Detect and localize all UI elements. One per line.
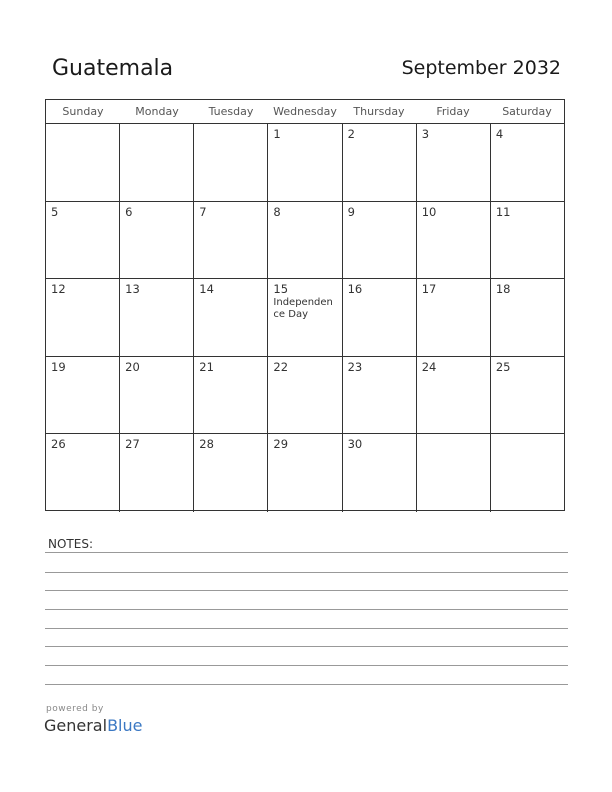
day-number: 29 <box>273 437 289 452</box>
day-number: 26 <box>51 437 66 452</box>
week-row-5 <box>46 434 564 512</box>
day-number: 18 <box>495 282 511 297</box>
day-cell <box>46 434 120 512</box>
day-number: 21 <box>199 359 214 374</box>
weekday-friday: Friday <box>436 105 470 118</box>
day-number: 2 <box>347 127 355 141</box>
day-cell <box>343 124 417 201</box>
day-number: 8 <box>273 204 281 219</box>
day-number: 30 <box>347 437 363 452</box>
day-cell <box>417 279 491 356</box>
day-number: 25 <box>495 359 511 374</box>
day-cell <box>417 202 491 279</box>
day-cell <box>194 434 268 512</box>
day-cell <box>343 434 417 512</box>
day-cell <box>120 357 194 434</box>
day-cell <box>46 202 120 279</box>
brand-part-general: General <box>44 716 108 735</box>
day-number: 19 <box>51 359 66 374</box>
day-cell <box>268 124 342 201</box>
day-number: 10 <box>421 204 437 219</box>
day-number: 11 <box>495 204 511 219</box>
note-line <box>45 646 568 647</box>
week-row-3 <box>46 279 564 357</box>
note-line <box>45 665 568 666</box>
note-line <box>45 572 568 573</box>
day-cell <box>268 279 342 356</box>
week-row-2 <box>46 202 564 280</box>
day-cell <box>491 202 564 279</box>
day-cell <box>268 357 342 434</box>
day-number: 14 <box>199 282 214 297</box>
day-cell <box>417 357 491 434</box>
day-number: 27 <box>125 437 140 452</box>
calendar-grid <box>45 99 565 511</box>
weekday-monday: Monday <box>135 105 179 118</box>
generalblue-logo[interactable] <box>44 716 142 735</box>
powered-by-text: powered by <box>46 704 104 714</box>
day-number: 5 <box>51 204 59 219</box>
month-title: September 2032 <box>401 57 561 79</box>
day-cell <box>417 124 491 201</box>
day-number: 20 <box>125 359 140 374</box>
weekday-header-row <box>46 100 564 124</box>
day-number: 24 <box>421 359 437 374</box>
day-cell <box>194 279 268 356</box>
day-cell <box>343 279 417 356</box>
day-cell <box>46 279 120 356</box>
day-cell <box>120 124 194 201</box>
day-cell <box>343 202 417 279</box>
week-row-4 <box>46 357 564 435</box>
day-number: 1 <box>273 127 281 141</box>
day-number: 7 <box>199 204 207 219</box>
day-number: 4 <box>495 127 504 141</box>
day-number: 15 <box>273 282 289 297</box>
day-number: 16 <box>347 282 363 297</box>
day-number: 3 <box>421 127 430 141</box>
country-title: Guatemala <box>52 56 174 81</box>
weekday-sunday: Sunday <box>62 105 104 118</box>
day-cell <box>343 357 417 434</box>
weekday-thursday: Thursday <box>353 105 405 118</box>
day-cell <box>417 434 491 512</box>
holiday-label: Independence Day <box>273 297 333 321</box>
day-cell <box>491 434 564 512</box>
note-line <box>45 628 568 629</box>
day-cell <box>194 202 268 279</box>
day-number: 22 <box>273 359 289 374</box>
day-cell <box>120 279 194 356</box>
day-number: 12 <box>51 282 66 297</box>
day-cell <box>491 279 564 356</box>
note-line <box>45 609 568 610</box>
day-cell <box>120 202 194 279</box>
day-number: 13 <box>125 282 140 297</box>
day-number: 23 <box>347 359 363 374</box>
week-row-1 <box>46 124 564 202</box>
day-cell <box>120 434 194 512</box>
note-line <box>45 590 568 591</box>
day-cell <box>268 202 342 279</box>
note-line <box>45 684 568 685</box>
weekday-wednesday: Wednesday <box>273 105 337 118</box>
day-number: 17 <box>421 282 437 297</box>
note-line <box>45 552 568 553</box>
day-cell <box>194 357 268 434</box>
weekday-saturday: Saturday <box>502 105 552 118</box>
day-cell <box>46 124 120 201</box>
day-number: 28 <box>199 437 214 452</box>
day-number: 6 <box>125 204 133 219</box>
notes-label: NOTES: <box>48 537 93 551</box>
day-cell <box>46 357 120 434</box>
brand-part-blue: Blue <box>107 716 143 735</box>
day-cell <box>268 434 342 512</box>
day-cell <box>491 124 564 201</box>
day-number: 9 <box>347 204 355 219</box>
day-cell <box>491 357 564 434</box>
weekday-tuesday: Tuesday <box>208 105 254 118</box>
day-cell <box>194 124 268 201</box>
